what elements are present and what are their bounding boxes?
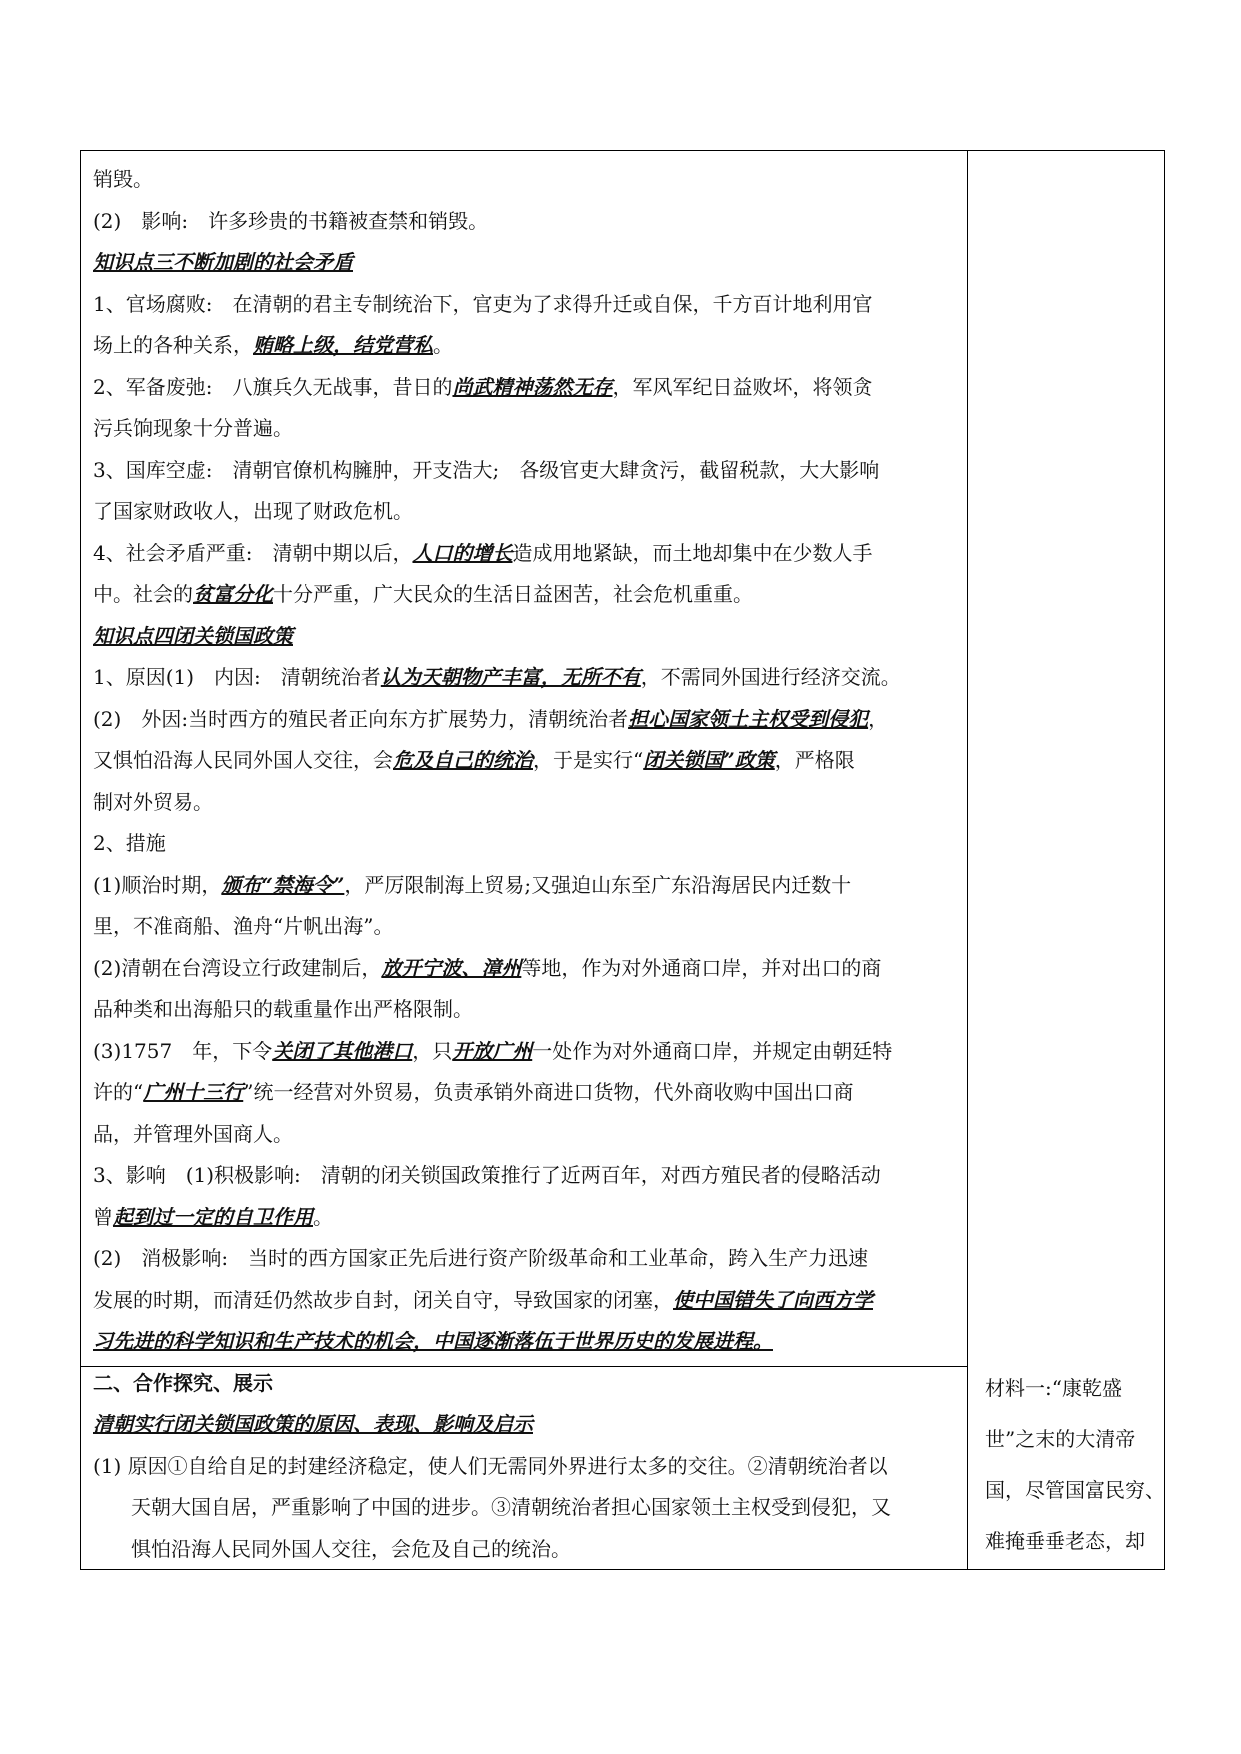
text-line: (1) 原因①自给自足的封建经济稳定，使人们无需同外界进行太多的交往。②清朝统治者以 <box>93 1453 888 1478</box>
key-phrase: 广州十三行 <box>143 1080 244 1104</box>
text-line: 制对外贸易。 <box>93 789 213 814</box>
text-line: 污兵饷现象十分普遍。 <box>93 416 293 440</box>
column-divider <box>967 151 968 1569</box>
material-note <box>985 1363 1167 1567</box>
text-line: (2) 影响: 许多珍贵的书籍被查禁和销毁。 <box>93 208 489 233</box>
text-line: 品种类和出海船只的载重量作出严格限制。 <box>93 997 473 1021</box>
text-line: 2、措施 <box>93 831 166 855</box>
text-line: 销毁。 <box>93 167 153 191</box>
text-line: (2) 外因:当时西方的殖民者正向东方扩展势力，清朝统治者担心国家领土主权受到侵犯， <box>93 706 889 731</box>
text-line: (1)顺治时期，颁布“禁海令”，严厉限制海上贸易;又强迫山东至广东沿海居民内迁数十 <box>93 872 852 897</box>
notes-column <box>971 151 1164 1569</box>
text-line: 里，不准商船、渔舟“片帆出海”。 <box>93 914 394 938</box>
key-phrase: 认为天朝物产丰富，无所不有 <box>380 665 641 689</box>
section-heading: 清朝实行闭关锁国政策的原因、表现、影响及启示 <box>93 1412 533 1436</box>
text-line: 1、官场腐败: 在清朝的君主专制统治下，官吏为了求得升迁或自保，千方百计地利用官 <box>93 291 873 316</box>
key-phrase: 使中国错失了向西方学 <box>673 1287 873 1312</box>
section-heading: 知识点四闭关锁国政策 <box>93 623 293 648</box>
key-phrase: 人口的增长 <box>412 540 513 565</box>
key-phrase-line: 习先进的科学知识和生产技术的机会，中国逐渐落伍于世界历史的发展进程。 <box>93 1329 773 1353</box>
section-heading: 知识点三不断加剧的社会矛盾 <box>93 250 353 274</box>
text-line: 中。社会的贫富分化十分严重，广大民众的生活日益困苦，社会危机重重。 <box>93 582 753 606</box>
text-line: 品，并管理外国商人。 <box>93 1121 293 1146</box>
text-line: 1、原因(1) 内因: 清朝统治者认为天朝物产丰富，无所不有，不需同外国进行经济交流。 <box>93 665 901 689</box>
key-phrase: 开放广州 <box>452 1038 533 1063</box>
text-line: 又惧怕沿海人民同外国人交往，会危及自己的统治，于是实行“闭关锁国”政策，严格限 <box>93 748 855 772</box>
text-line: (2)清朝在台湾设立行政建制后，放开宁波、漳州等地，作为对外通商口岸，并对出口的商 <box>93 955 882 980</box>
key-phrase: 闭关锁国”政策 <box>643 748 775 772</box>
text-line: (2) 消极影响: 当时的西方国家正先后进行资产阶级革命和工业革命，跨入生产力迅速 <box>93 1246 869 1270</box>
key-phrase: 担心国家领土主权受到侵犯 <box>628 706 869 731</box>
key-phrase: 颁布“禁海令” <box>221 872 345 897</box>
text-line: 惧怕沿海人民同外国人交往，会危及自己的统治。 <box>131 1536 571 1561</box>
text-line: 3、影响 (1)积极影响: 清朝的闭关锁国政策推行了近两百年，对西方殖民者的侵略活动 <box>93 1163 881 1187</box>
text-line: 了国家财政收人，出现了财政危机。 <box>93 499 413 523</box>
key-phrase: 放开宁波、漳州 <box>381 955 522 980</box>
key-phrase: 关闭了其他港口 <box>272 1038 413 1063</box>
section-heading: 二、合作探究、展示 <box>93 1370 273 1395</box>
text-line: 4、社会矛盾严重: 清朝中期以后，人口的增长造成用地紧缺，而土地却集中在少数人手 <box>93 540 873 565</box>
key-phrase: 贿略上级，结党营私 <box>253 333 433 357</box>
document-table <box>80 150 1165 1570</box>
note-line: 世”之末的大清帝 <box>985 1427 1136 1451</box>
text-line: 天朝大国自居，严重影响了中国的进步。③清朝统治者担心国家领土主权受到侵犯，又 <box>131 1495 891 1519</box>
key-phrase: 尚武精神荡然无存 <box>452 374 613 399</box>
text-line: 2、军备废弛: 八旗兵久无战事，昔日的尚武精神荡然无存，军风军纪日益败坏，将领贪 <box>93 374 873 399</box>
key-phrase: 危及自己的统治 <box>393 748 533 772</box>
text-line: (3)1757 年，下令关闭了其他港口，只开放广州一处作为对外通商口岸，并规定由朝廷特 <box>93 1038 893 1063</box>
note-line: 国，尽管国富民穷、 <box>985 1478 1165 1502</box>
key-phrase: 贫富分化 <box>193 582 273 606</box>
text-line: 曾起到过一定的自卫作用。 <box>93 1204 333 1229</box>
text-line: 许的“广州十三行”统一经营对外贸易，负责承销外商进口货物，代外商收购中国出口商 <box>93 1080 854 1104</box>
text-line: 场上的各种关系，贿略上级，结党营私。 <box>93 333 453 357</box>
text-line: 发展的时期，而清廷仍然故步自封，闭关自守，导致国家的闭塞，使中国错失了向西方学 <box>93 1287 873 1312</box>
text-line: 3、国库空虚: 清朝官僚机构臃肿，开支浩大; 各级官吏大肆贪污，截留税款，大大影响 <box>93 457 880 482</box>
note-line: 材料一:“康乾盛 <box>985 1376 1122 1400</box>
main-column <box>93 159 961 1570</box>
note-line: 难掩垂垂老态，却 <box>985 1529 1145 1553</box>
key-phrase: 起到过一定的自卫作用 <box>113 1204 313 1229</box>
